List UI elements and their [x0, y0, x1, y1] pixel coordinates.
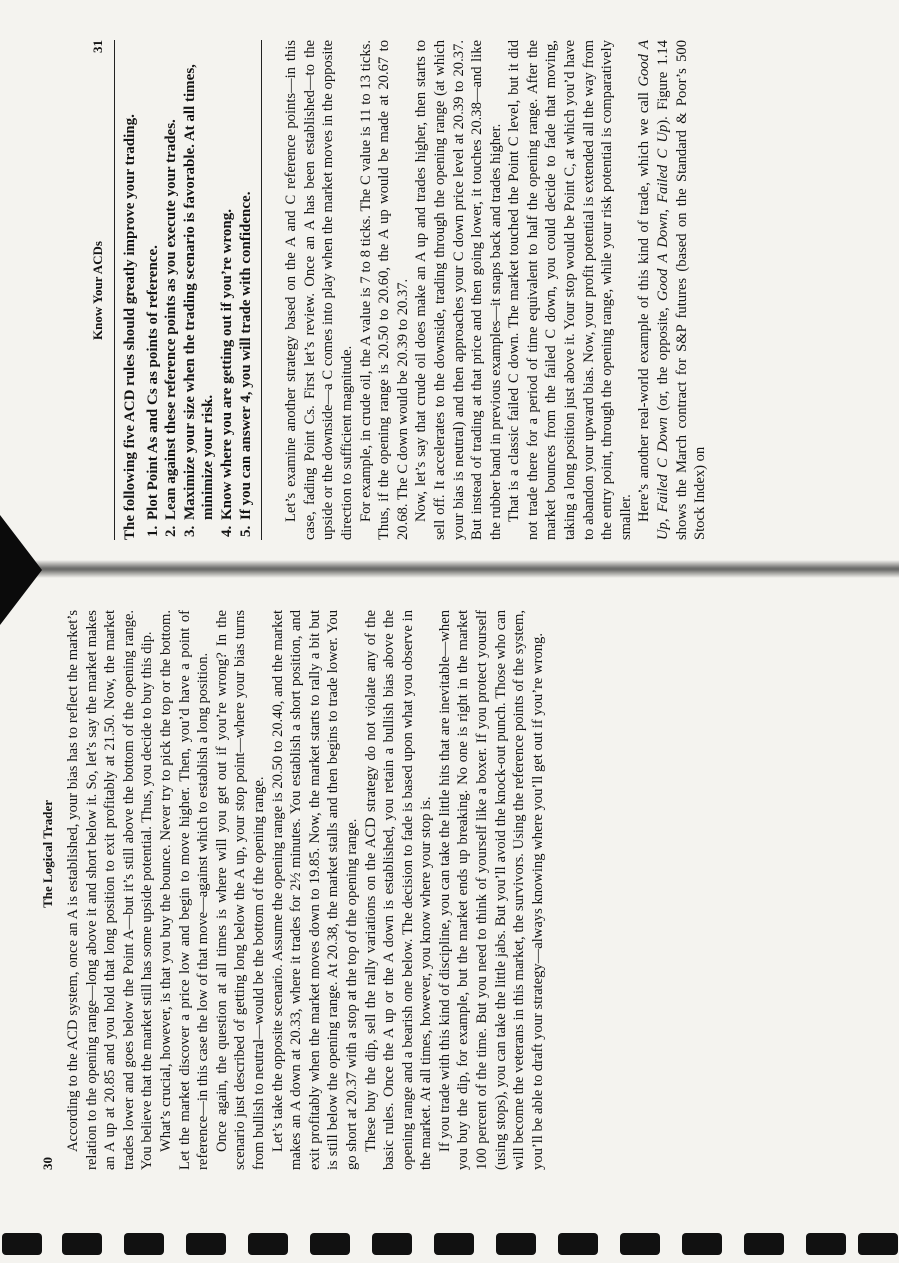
book-spine-shadow — [0, 560, 899, 578]
acd-rules-list — [144, 40, 256, 540]
right-paragraph-2: For example, in crude oil, the A value is 7 to 8 ticks. The C value is 11 to 13 ticks. Thus, if the opening range is 20.50 to 20.60, the A up would be made at 20.67 to 20.68. The C down would be 20.39 to 20.37. — [357, 40, 411, 540]
binding-hole — [558, 1233, 598, 1255]
left-page-number: 30 — [40, 1157, 55, 1170]
binding-hole — [744, 1233, 784, 1255]
right-page — [90, 40, 780, 540]
left-paragraph-3: Once again, the question at all times is where will you get out if you’re wrong? In the scenario just described of getting long below the A up, your stop point—where your bias turns from bullish to neutral—would be the bottom of the opening range. — [213, 610, 267, 1170]
left-paragraph-1: According to the ACD system, once an A is established, your bias has to reflect the market’s relation to the opening range—long above it and short below it. So, let’s say the market makes an A up at 20.85 and you hold that long position to exit profitably at 21.50. Now, the market trades lower and goes below the Point A—but it’s still above the bottom of the opening range. You believe that the market still has some upside potential. Thus, you decide to buy this dip. — [65, 610, 156, 1170]
binding-hole — [496, 1233, 536, 1255]
binding-hole — [434, 1233, 474, 1255]
left-running-title: The Logical Trader — [40, 800, 55, 908]
para5-pre: Here’s another real-world example of this kind of trade, which we call — [636, 86, 653, 522]
left-running-head — [40, 610, 56, 1170]
left-paragraph-5: These buy the dip, sell the rally variations on the ACD strategy do not violate any of the basic rules. Once the A up or the A down is established, you retain a bullish bias above the opening range and a bearish one below. The decision to fade is based upon what you observe in the market. At all times, however, you know where your stop is. — [362, 610, 435, 1170]
box-top-rule — [114, 40, 115, 540]
left-paragraph-2: What’s crucial, however, is that you buy the bounce. Never try to pick the top or the bottom. Let the market discover a price low and begin to move higher. Then, you’d have a point of reference—in this case the low of that move—against which to establish a long position. — [157, 610, 212, 1170]
left-paragraph-6: If you trade with this kind of discipline, you can take the little hits that are inevitable—when you buy the dip, for example, but the market ends up breaking. No one is right in the market 100 percent of the time. But you need to think of yourself like a boxer. If you protect yourself (using stops), you can take the little jabs. But you’ll avoid the knock-out punch. Those who can will become the veterans in this market, the survivors. Using the reference points of the system, you’ll be able to draft your strategy—always knowing where you’ll get out if you’re wrong. — [436, 610, 546, 1170]
para5-em1: Good A Up, Failed C Down — [636, 40, 672, 540]
rule-item: 5. If you can answer 4, you will trade with confidence. — [237, 40, 256, 522]
right-running-head — [90, 40, 106, 540]
box-bottom-rule — [261, 40, 262, 540]
binding-hole — [620, 1233, 660, 1255]
rule-item: 1. Plot Point As and Cs as points of reference. — [144, 40, 163, 522]
right-page-number: 31 — [90, 40, 105, 53]
rule-item: 4. Know where you are getting out if you’re wrong. — [218, 40, 237, 522]
right-running-title: Know Your ACDs — [90, 241, 105, 340]
right-paragraph-5 — [635, 40, 709, 540]
right-paragraph-3: Now, let’s say that crude oil does make an A up and trades higher, then starts to sell off. It accelerates to the downside, trading through the opening range (at which your bias is neutral) and then approaches your C down price level at 20.39 to 20.37. But instead of trading at that price and then going lower, it touches 20.38—and like the rubber band in previous examples—it snaps back and trades higher. — [413, 40, 504, 540]
binding-hole — [310, 1233, 350, 1255]
binding-hole — [682, 1233, 722, 1255]
right-paragraph-1: Let’s examine another strategy based on the A and C reference points—in this case, fading Point Cs. First let’s review. Once an A has been established—to the upside or the downside—a C comes into play when the market moves in the opposite direction to sufficient magnitude. — [283, 40, 355, 540]
rule-item: 3. Maximize your size when the trading scenario is favorable. At all times, minimize your risk. — [181, 40, 218, 522]
binding-hole — [806, 1233, 846, 1255]
binding-holes — [0, 1215, 899, 1263]
para5-mid: (or, the opposite, — [655, 300, 672, 418]
rules-box-lead: The following five ACD rules should greatly improve your trading. — [122, 114, 138, 540]
right-paragraph-4: That is a classic failed C down. The market touched the Point C level, but it did not trade there for a period of time equivalent to half the opening range. After the market bounces from the failed C down, you could decide to fade that moving, taking a long position just above it. Your stop would be Point C, at which you’d have to abandon your upward bias. Now, your profit potential is extended all the way from the entry point, through the opening range, while your risk potential is comparatively smaller. — [506, 40, 634, 540]
left-page — [40, 610, 546, 1170]
para5-post: ). Figure 1.14 shows the March contract for S&P futures (based on the Standard & Poor’s 500 Stock Index) on — [655, 40, 709, 540]
left-paragraph-4: Let’s take the opposite scenario. Assume the opening range is 20.50 to 20.40, and the market makes an A down at 20.33, where it trades for 2½ minutes. You establish a short position, and exit profitably when the market moves down to 19.85. Now, the market starts to rally a bit but is still below the opening range. At 20.38, the market stalls and then begins to trade lower. You go short at 20.37 with a stop at the top of the opening range. — [269, 610, 360, 1170]
binding-hole — [372, 1233, 412, 1255]
binding-hole — [186, 1233, 226, 1255]
para5-em2: Good A Down, Failed C Up — [655, 124, 672, 301]
binding-hole — [124, 1233, 164, 1255]
binding-hole — [858, 1233, 898, 1255]
binding-hole — [248, 1233, 288, 1255]
binding-hole — [62, 1233, 102, 1255]
spine-blot — [0, 515, 42, 625]
binding-hole — [2, 1233, 42, 1255]
rule-item: 2. Lean against these reference points as you execute your trades. — [162, 40, 181, 522]
